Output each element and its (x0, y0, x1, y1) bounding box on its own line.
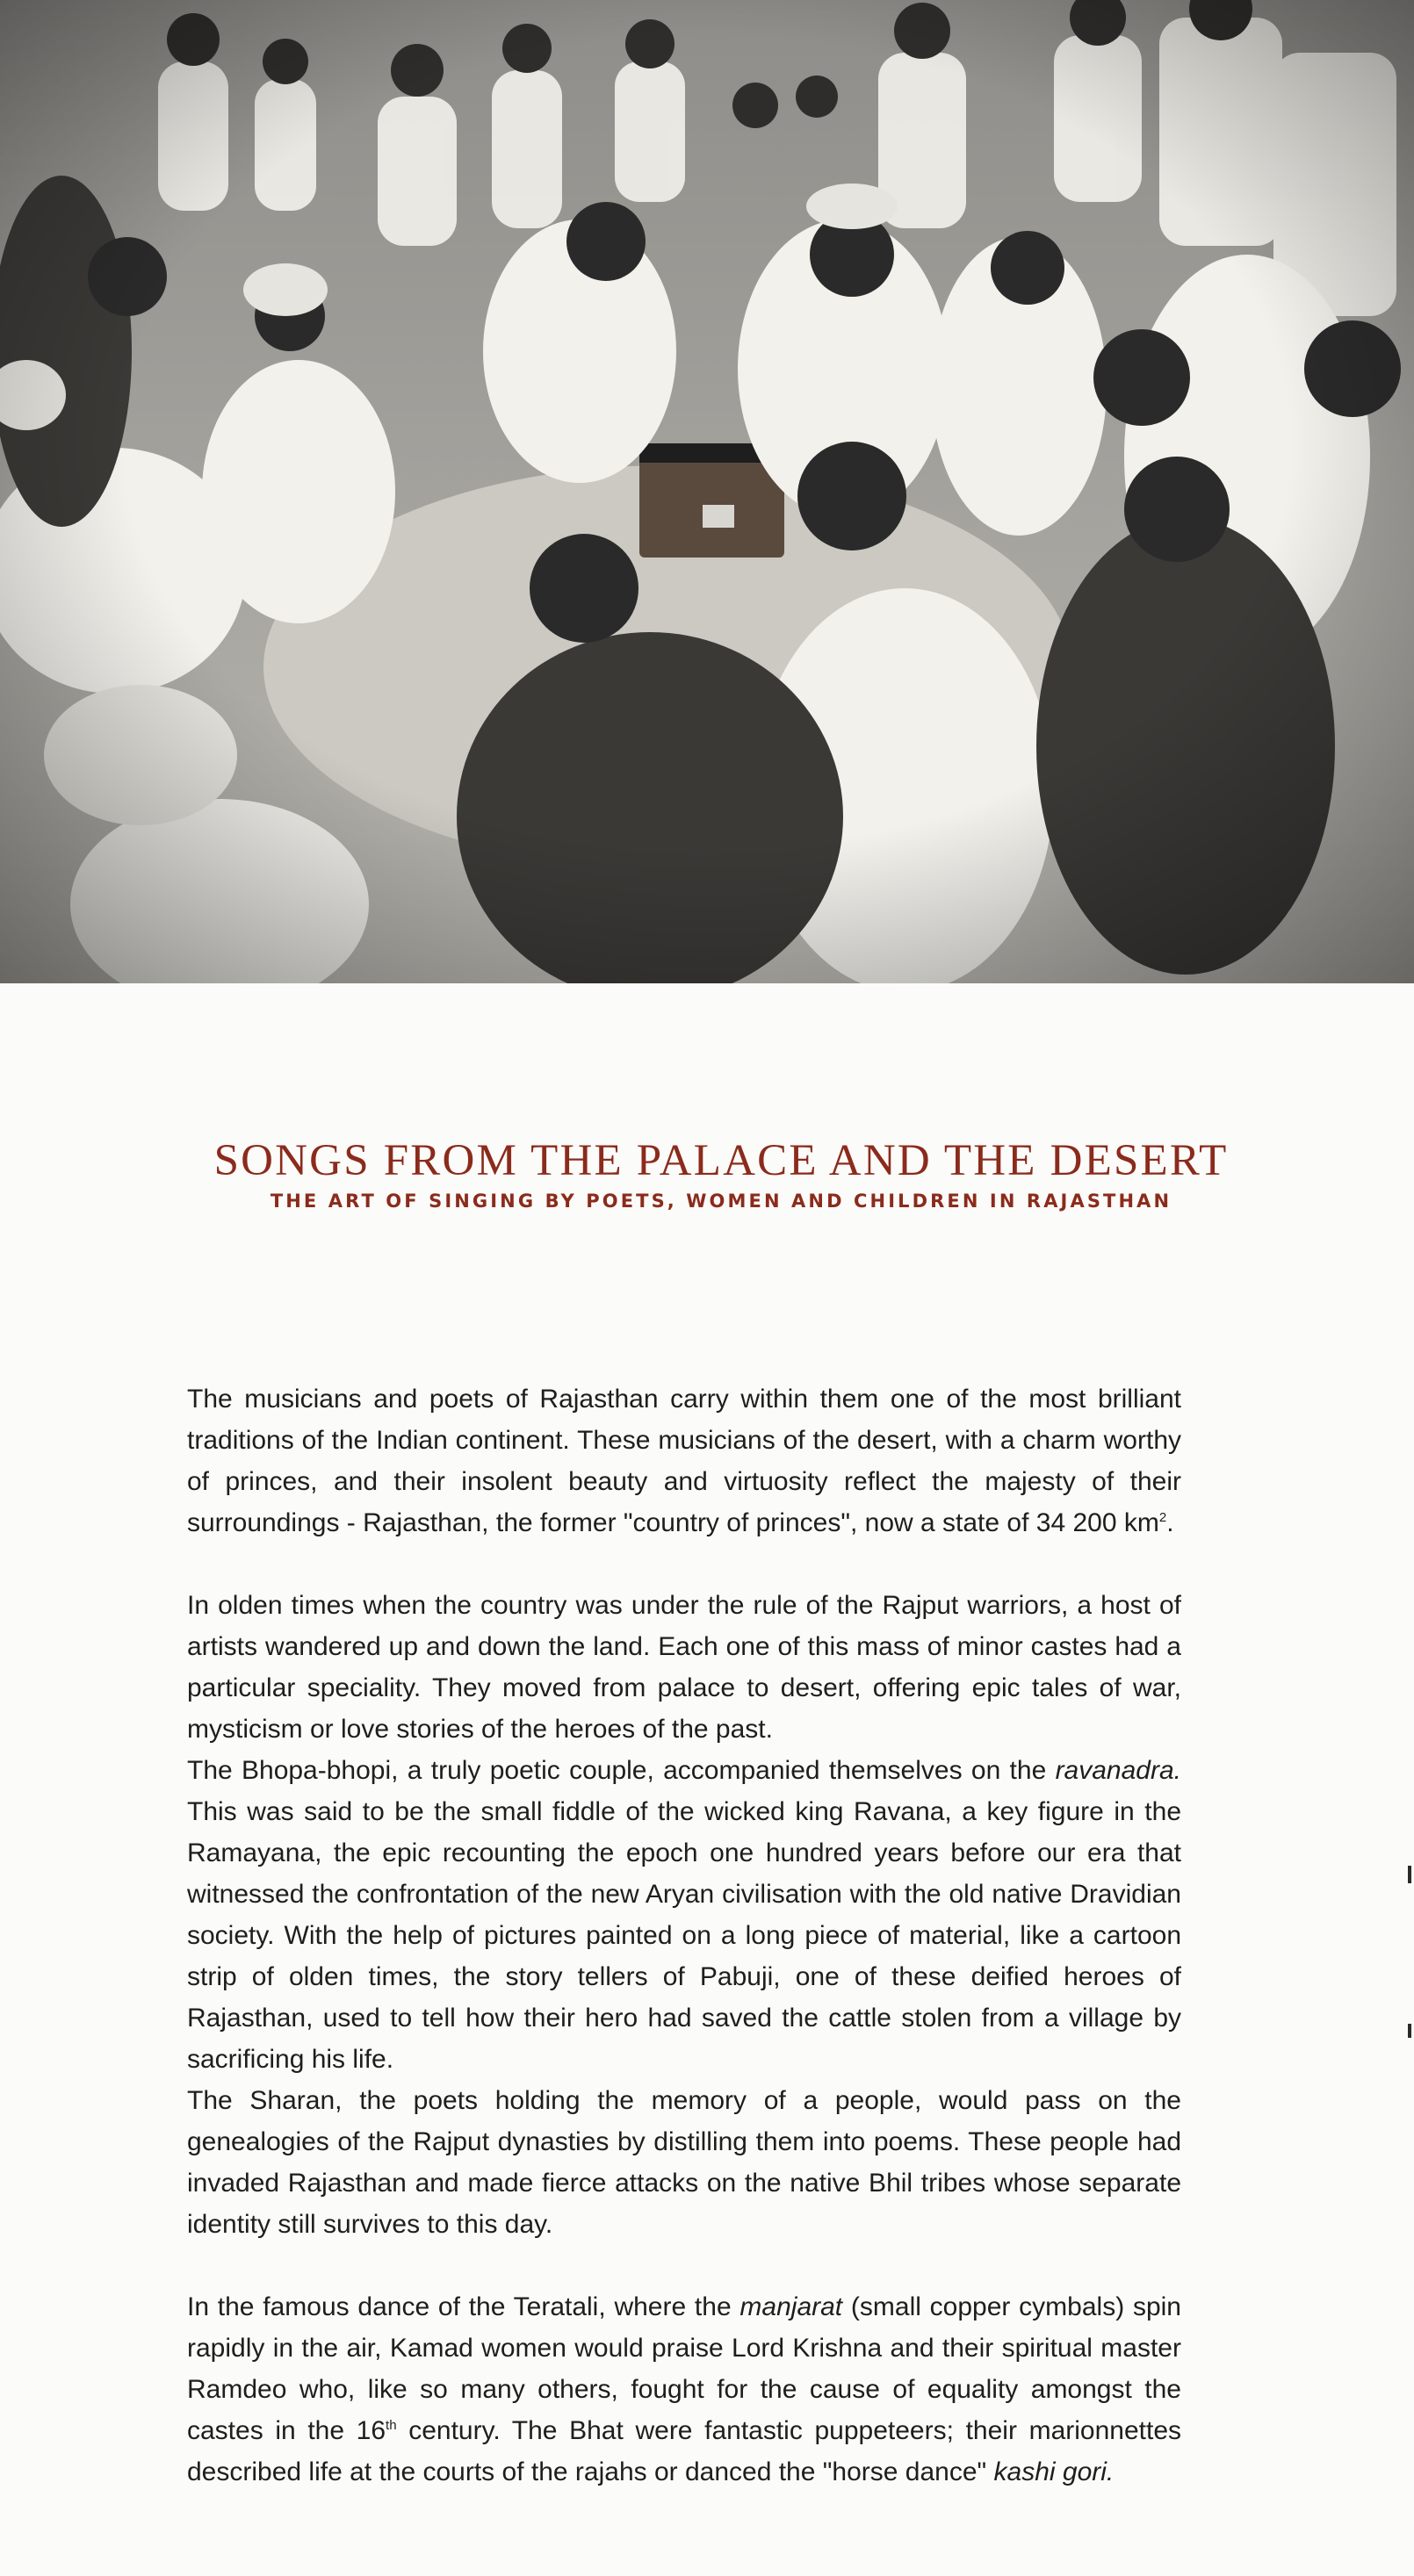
paragraph-3: The Bhopa-bhopi, a truly poetic couple, accompanied themselves on the ravanadra. This was said to be the small fiddle of the wicked king Ravana, a key figure in the Ramayana, the epic recounting the epoch one hundred years before our era that witnessed the confrontation of the new Aryan civilisation with the old native Dravidian society. With the help of pictures painted on a long piece of material, like a cartoon strip of olden times, the story tellers of Pabuji, one of these deified heroes of Rajasthan, used to tell how their hero had saved the cattle stolen from a village by sacrificing his life. (187, 1756, 1181, 2074)
scan-mark-right-1 (1408, 1866, 1411, 1883)
paragraph-5: In the famous dance of the Teratali, where the manjarat (small copper cymbals) spin rapidly in the air, Kamad women would praise Lord Krishna and their spiritual master Ramdeo who, like so many others, fought for the cause of equality amongst the castes in the 16th century. The Bhat were fantastic puppeteers; their marionnettes described life at the courts of the rajahs or danced the "horse dance" kashi gori. (187, 2292, 1181, 2486)
scan-mark-right-2 (1408, 2024, 1411, 2038)
paragraph-4: The Sharan, the poets holding the memory of a people, would pass on the genealogies of the Rajput dynasties by distilling them into poems. These people had invaded Rajasthan and made fierce attacks on the native Bhil tribes whose separate identity still survives to this day. (187, 2086, 1181, 2239)
cover-photo (0, 0, 1414, 983)
musicians-photo-illustration (0, 0, 1414, 983)
subtitle: THE ART OF SINGING BY POETS, WOMEN AND CHILDREN IN RAJASTHAN (270, 1191, 1172, 1212)
article-body (187, 1378, 1181, 2493)
paragraph-1: The musicians and poets of Rajasthan carry within them one of the most brilliant traditions of the Indian continent. These musicians of the desert, with a charm worthy of princes, and their insolent beauty and virtuosity reflect the majesty of their surroundings - Rajasthan, the former "country of princes", now a state of 34 200 $km^2$. (187, 1385, 1181, 1537)
paragraph-2: In olden times when the country was under the rule of the Rajput warriors, a host of artists wandered up and down the land. Each one of this mass of minor castes had a particular speciality. They moved from palace to desert, offering epic tales of war, mysticism or love stories of the heroes of the past. (187, 1591, 1181, 1744)
title-block (0, 1134, 1414, 1212)
main-title: SONGS FROM THE PALACE AND THE DESERT (213, 1136, 1229, 1185)
